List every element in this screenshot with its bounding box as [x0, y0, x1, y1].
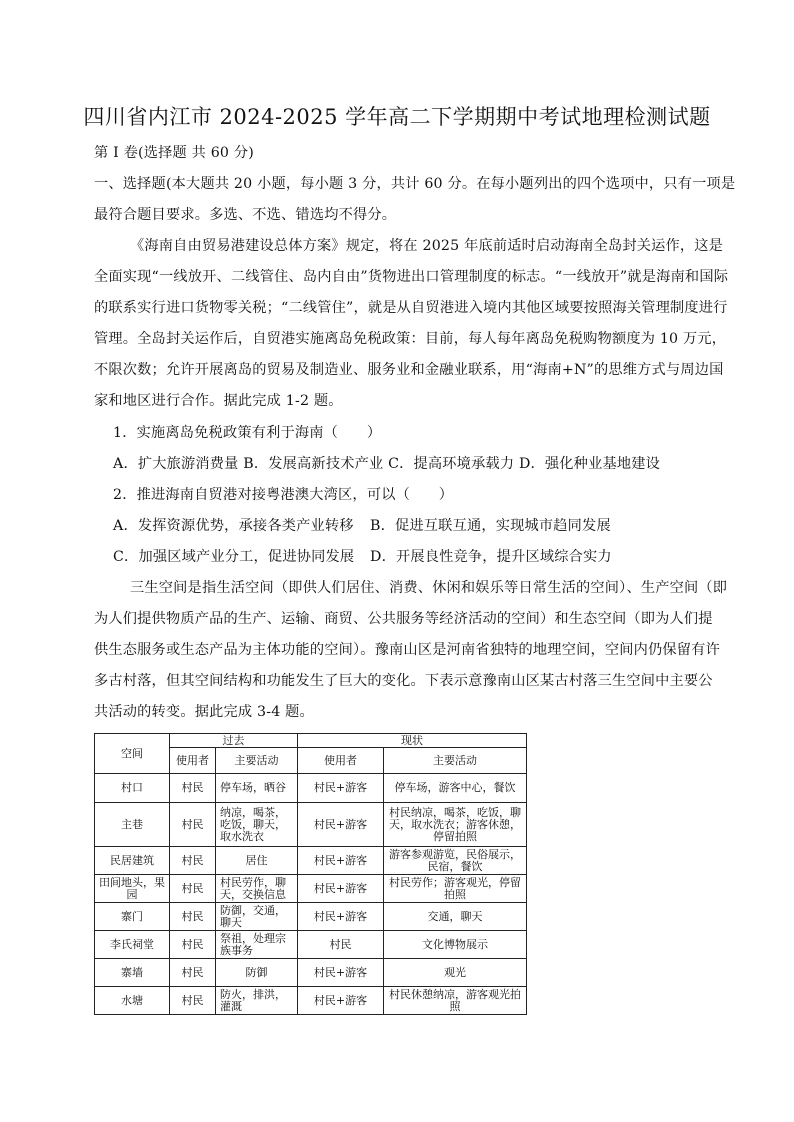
cell-now-activity: 观光 [384, 959, 527, 987]
header-group-past: 过去 [170, 734, 298, 748]
question-2-option-b: B．促进互联互通，实现城市趋同发展 [370, 518, 611, 534]
cell-past-user: 村民 [170, 987, 216, 1015]
cell-now-activity: 停车场，游客中心，餐饮 [384, 774, 527, 803]
cell-space: 水塘 [95, 987, 170, 1015]
table-row [95, 847, 527, 875]
cell-now-activity: 村民纳凉，喝茶，吃饭，聊天，取水洗衣；游客休憩，停留拍照 [384, 803, 527, 847]
section1-instructions-line1: 一、选择题(本大题共 20 小题，每小题 3 分，共计 60 分。在每小题列出的四个选项中，只有一项是 [94, 176, 736, 192]
cell-now-activity: 游客参观游览，民俗展示，民宿，餐饮 [384, 847, 527, 875]
cell-now-activity: 村民休憩纳凉，游客观光拍照 [384, 987, 527, 1015]
passage2-line: 三生空间是指生活空间（即供人们居住、消费、休闲和娱乐等日常生活的空间）、生产空间（即 [130, 580, 728, 596]
cell-past-user: 村民 [170, 803, 216, 847]
part1-heading: 第 I 卷(选择题 共 60 分) [94, 145, 254, 161]
header-past-activity: 主要活动 [216, 748, 298, 774]
passage2-line: 供生态服务或生态产品为主体功能的空间）。豫南山区是河南省独特的地理空间，空间内仍保留有许 [94, 642, 720, 658]
table-row [95, 959, 527, 987]
cell-now-user: 村民+游客 [298, 987, 384, 1015]
question-2-stem: 2．推进海南自贸港对接粤港澳大湾区，可以（ ） [113, 487, 454, 503]
question-1-stem: 1．实施离岛免税政策有利于海南（ ） [113, 425, 382, 441]
passage2-line: 多古村落，但其空间结构和功能发生了巨大的变化。下表示意豫南山区某古村落三生空间中主要公 [94, 673, 713, 689]
cell-past-user: 村民 [170, 847, 216, 875]
cell-space: 村口 [95, 774, 170, 803]
public-space-activity-table [94, 733, 526, 1015]
cell-past-activity: 防火，排洪，灌溉 [216, 987, 298, 1015]
table-row [95, 931, 527, 959]
question-1-options: A．扩大旅游消费量 B．发展高新技术产业 C．提高环境承载力 D．强化种业基地建设 [113, 456, 661, 472]
question-2-option-d: D．开展良性竞争，提升区域综合实力 [370, 549, 612, 565]
table-row [95, 903, 527, 931]
cell-past-activity: 纳凉，喝茶，吃饭，聊天，取水洗衣 [216, 803, 298, 847]
cell-past-user: 村民 [170, 903, 216, 931]
cell-space: 田间地头，果园 [95, 875, 170, 903]
passage1-line: 全面实现“一线放开、二线管住、岛内自由”货物进出口管理制度的标志。“一线放开”就是海南和国际 [94, 269, 729, 285]
cell-past-activity: 祭祖，处理宗族事务 [216, 931, 298, 959]
passage2-line: 共活动的转变。据此完成 3-4 题。 [94, 704, 314, 720]
cell-space: 寨墙 [95, 959, 170, 987]
question-2-option-a: A．发挥资源优势，承接各类产业转移 [113, 518, 354, 534]
cell-past-activity: 防御 [216, 959, 298, 987]
cell-now-user: 村民+游客 [298, 959, 384, 987]
cell-now-user: 村民 [298, 931, 384, 959]
cell-space: 寨门 [95, 903, 170, 931]
header-group-now: 现状 [298, 734, 527, 748]
cell-past-user: 村民 [170, 875, 216, 903]
table-row [95, 875, 527, 903]
exam-title: 四川省内江市 2024-2025 学年高二下学期期中考试地理检测试题 [83, 105, 711, 129]
cell-now-activity: 交通，聊天 [384, 903, 527, 931]
table-row [95, 803, 527, 847]
table-row [95, 987, 527, 1015]
passage2-line: 为人们提供物质产品的生产、运输、商贸、公共服务等经济活动的空间）和生态空间（即为人们提 [94, 611, 713, 627]
cell-space: 李氏祠堂 [95, 931, 170, 959]
cell-past-activity: 村民劳作，聊天，交换信息 [216, 875, 298, 903]
header-now-user: 使用者 [298, 748, 384, 774]
header-now-activity: 主要活动 [384, 748, 527, 774]
cell-past-user: 村民 [170, 931, 216, 959]
cell-past-user: 村民 [170, 959, 216, 987]
cell-now-user: 村民+游客 [298, 903, 384, 931]
header-space: 空间 [95, 734, 170, 774]
passage1-line: 不限次数；允许开展离岛的贸易及制造业、服务业和金融业联系，用“海南+N”的思维方式与周边国 [94, 362, 724, 378]
cell-space: 主巷 [95, 803, 170, 847]
cell-past-activity: 居住 [216, 847, 298, 875]
header-past-user: 使用者 [170, 748, 216, 774]
cell-now-user: 村民+游客 [298, 847, 384, 875]
cell-space: 民居建筑 [95, 847, 170, 875]
table-row [95, 774, 527, 803]
passage1-line: 家和地区进行合作。据此完成 1-2 题。 [94, 393, 343, 409]
cell-now-user: 村民+游客 [298, 774, 384, 803]
passage1-line: 的联系实行进口货物零关税；“二线管住”，就是从自贸港进入境内其他区域要按照海关管理制度进行 [94, 300, 728, 316]
cell-now-activity: 村民劳作；游客观光，停留拍照 [384, 875, 527, 903]
cell-now-activity: 文化博物展示 [384, 931, 527, 959]
question-2-option-c: C．加强区域产业分工，促进协同发展 [113, 549, 355, 565]
cell-past-activity: 防御，交通，聊天 [216, 903, 298, 931]
section1-instructions-line2: 最符合题目要求。多选、不选、错选均不得分。 [94, 207, 397, 223]
cell-past-activity: 停车场，晒谷 [216, 774, 298, 803]
passage1-line: 《海南自由贸易港建设总体方案》规定，将在 2025 年底前适时启动海南全岛封关运作，这是 [130, 238, 724, 254]
passage1-line: 管理。全岛封关运作后，自贸港实施离岛免税政策：目前，每人每年离岛免税购物额度为 10 万元， [94, 331, 727, 347]
cell-now-user: 村民+游客 [298, 875, 384, 903]
cell-now-user: 村民+游客 [298, 803, 384, 847]
cell-past-user: 村民 [170, 774, 216, 803]
